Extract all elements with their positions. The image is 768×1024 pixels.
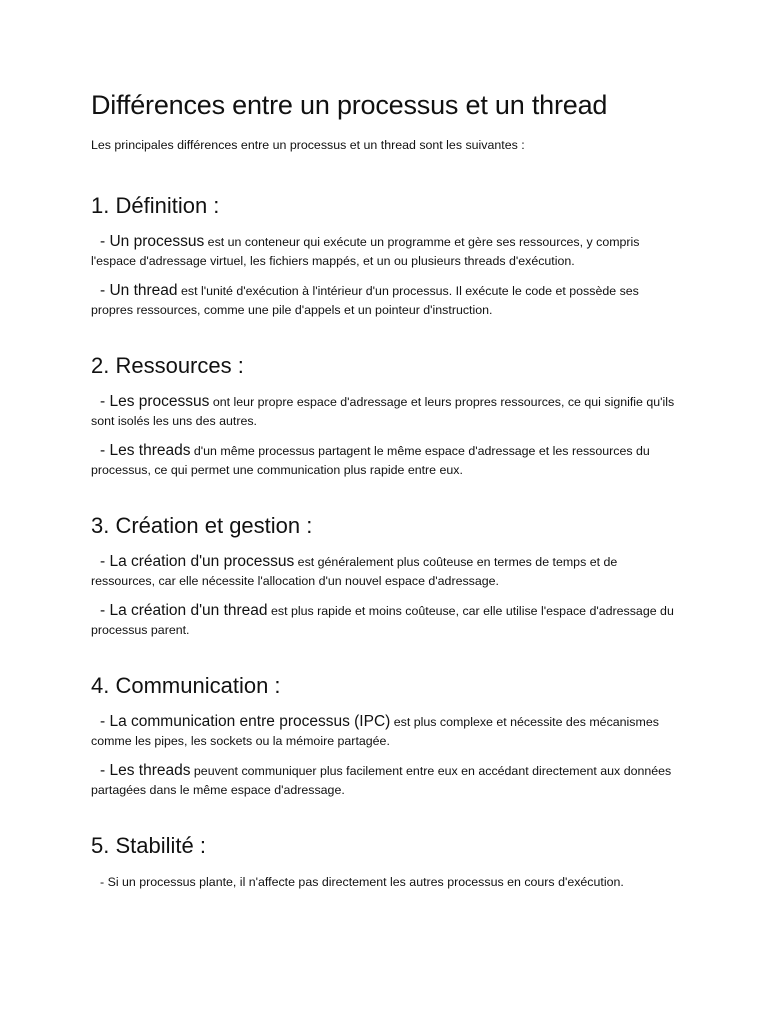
item-lead: - La création d'un thread [100, 602, 268, 619]
item-text: - Si un processus plante, il n'affecte pas directement les autres processus en cours d'exécution. [100, 875, 624, 889]
definition-thread-item [91, 281, 678, 320]
item-text: est un conteneur qui exécute un programme et gère ses ressources, y compris l'espace d'adressage virtuel, les fichiers mappés, et un ou plusieurs threads d'exécution. [91, 235, 640, 268]
section-ressources [91, 352, 678, 480]
section-heading: 5. Stabilité : [91, 833, 206, 858]
communication-ipc-item [91, 712, 678, 751]
item-lead [91, 873, 100, 890]
item-lead: - Les threads [100, 442, 191, 459]
item-text: est plus rapide et moins coûteuse, car elle utilise l'espace d'adressage du processus parent. [91, 604, 674, 637]
stabilite-item [91, 872, 678, 892]
document-title: Différences entre un processus et un thread [91, 90, 608, 120]
item-text: ont leur propre espace d'adressage et leurs propres ressources, ce qui signifie qu'ils sont isolés les uns des autres. [91, 395, 675, 428]
section-heading: 3. Création et gestion : [91, 513, 313, 538]
section-stabilite [91, 832, 678, 892]
section-creation-gestion [91, 512, 678, 640]
item-lead: - La communication entre processus (IPC) [100, 713, 391, 730]
ressources-processus-item [91, 392, 678, 431]
communication-threads-item [91, 761, 678, 800]
item-lead: - Les threads [100, 762, 191, 779]
item-text: d'un même processus partagent le même espace d'adressage et les ressources du processus, ce qui permet une communication plus rapide entre eux. [91, 444, 650, 477]
item-lead: - Un thread [100, 282, 178, 299]
item-text: peuvent communiquer plus facilement entre eux en accédant directement aux données partagées dans le même espace d'adressage. [91, 764, 672, 797]
item-lead: - Les processus [100, 393, 210, 410]
section-communication [91, 672, 678, 800]
definition-processus-item [91, 232, 678, 271]
section-heading: 1. Définition : [91, 193, 220, 218]
item-lead: - Un processus [100, 233, 205, 250]
ressources-threads-item [91, 441, 678, 480]
intro-paragraph: Les principales différences entre un processus et un thread sont les suivantes : [91, 138, 525, 152]
creation-processus-item [91, 552, 678, 591]
section-heading: 2. Ressources : [91, 353, 244, 378]
section-heading: 4. Communication : [91, 673, 281, 698]
item-text: est l'unité d'exécution à l'intérieur d'un processus. Il exécute le code et possède ses propres ressources, comme une pile d'appels et un pointeur d'instruction. [91, 284, 639, 317]
creation-thread-item [91, 601, 678, 640]
item-text: est généralement plus coûteuse en termes de temps et de ressources, car elle nécessite l'allocation d'un nouvel espace d'adressage. [91, 555, 618, 588]
section-definition [91, 192, 678, 320]
item-text: est plus complexe et nécessite des mécanismes comme les pipes, les sockets ou la mémoire partagée. [91, 715, 659, 748]
item-lead: - La création d'un processus [100, 553, 295, 570]
